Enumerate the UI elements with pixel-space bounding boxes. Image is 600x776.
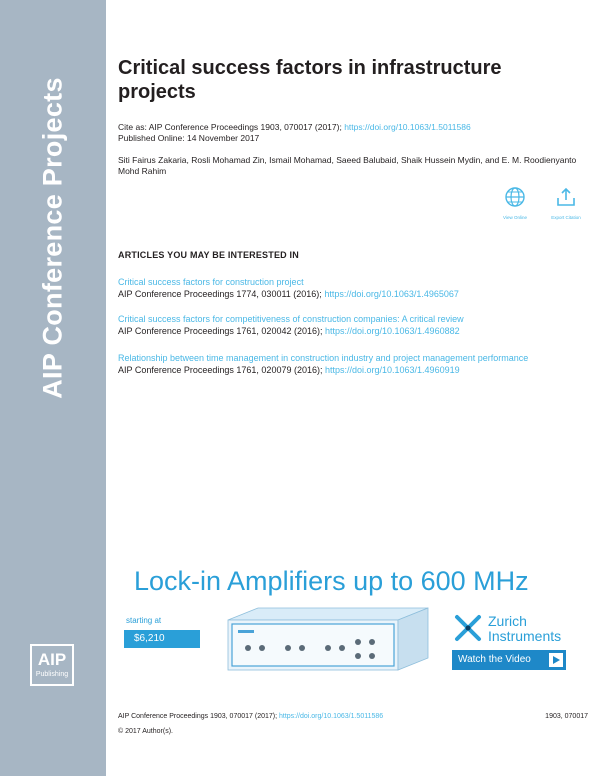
related-articles-heading: ARTICLES YOU MAY BE INTERESTED IN (118, 250, 299, 260)
related-article-title-link[interactable]: Critical success factors for competitiveness of construction companies: A critical review (118, 314, 464, 324)
ad-brand-line2: Instruments (488, 628, 562, 644)
ad-starting-at: starting at (126, 616, 162, 625)
export-citation-button[interactable] (546, 186, 586, 220)
related-article-doi-link[interactable]: https://doi.org/10.1063/1.4960919 (324, 365, 460, 375)
page-footer (118, 712, 588, 722)
related-article-citation (118, 325, 583, 337)
ad-brand-name (488, 614, 561, 644)
export-citation-label: Export Citation (551, 215, 581, 220)
sidebar-title: AIP Conference Projects (37, 77, 68, 399)
related-article-cite-text: AIP Conference Proceedings 1761, 020079 (2016); (118, 365, 325, 375)
related-article-doi-link[interactable]: https://doi.org/10.1063/1.4965067 (324, 289, 459, 299)
aip-publishing-logo[interactable] (30, 644, 74, 686)
advertisement-banner[interactable] (118, 562, 580, 678)
related-article-cite-text: AIP Conference Proceedings 1761, 020042 (2016); (118, 326, 325, 336)
sidebar (0, 0, 106, 776)
view-online-button[interactable] (495, 186, 535, 220)
export-icon (555, 186, 577, 208)
related-article-title-link[interactable]: Critical success factors for construction project (118, 277, 304, 287)
related-article (118, 313, 583, 337)
related-article (118, 352, 583, 376)
related-article-citation (118, 288, 583, 300)
cite-line (118, 122, 578, 133)
published-date: Published Online: 14 November 2017 (118, 133, 260, 143)
view-online-label: View Online (503, 215, 527, 220)
logo-subtext: Publishing (35, 671, 69, 678)
related-article-doi-link[interactable]: https://doi.org/10.1063/1.4960882 (324, 326, 460, 336)
related-article-title-link[interactable]: Relationship between time management in construction industry and project management performance (118, 353, 529, 363)
watch-video-button[interactable] (452, 650, 566, 670)
ad-price-badge: $6,210 (124, 630, 200, 648)
footer-citation: AIP Conference Proceedings 1903, 070017 (2017); (118, 713, 279, 720)
cite-prefix: Cite as: AIP Conference Proceedings 1903, 070017 (2017); (118, 122, 345, 132)
watch-video-label: Watch the Video (458, 654, 531, 665)
footer-doi-link[interactable]: https://doi.org/10.1063/1.5011586 (278, 713, 384, 720)
play-icon (549, 653, 563, 667)
logo-text: AIP (37, 650, 67, 669)
related-article-citation (118, 364, 583, 376)
ad-headline: Lock-in Amplifiers up to 600 MHz (134, 566, 529, 596)
related-article (118, 276, 583, 300)
footer-page-number: 1903, 070017 (545, 713, 588, 720)
lock-in-amplifier-image (218, 602, 438, 672)
article-meta (118, 122, 578, 144)
article-title: Critical success factors in infrastructure projects (118, 57, 502, 103)
article-doi-link[interactable]: https://doi.org/10.1063/1.5011586 (344, 122, 471, 132)
copyright-notice: © 2017 Author(s). (118, 728, 173, 735)
globe-icon (504, 186, 526, 208)
related-article-cite-text: AIP Conference Proceedings 1774, 030011 (2016); (118, 289, 325, 299)
ad-brand-line1: Zurich (488, 613, 527, 629)
zurich-instruments-logo-icon (454, 614, 482, 642)
author-list: Siti Fairus Zakaria, Rosli Mohamad Zin, Ismail Mohamad, Saeed Balubaid, Shaik Hussein Mydin, and E. M. Roodienyanto Mohd Rahim (118, 155, 577, 176)
